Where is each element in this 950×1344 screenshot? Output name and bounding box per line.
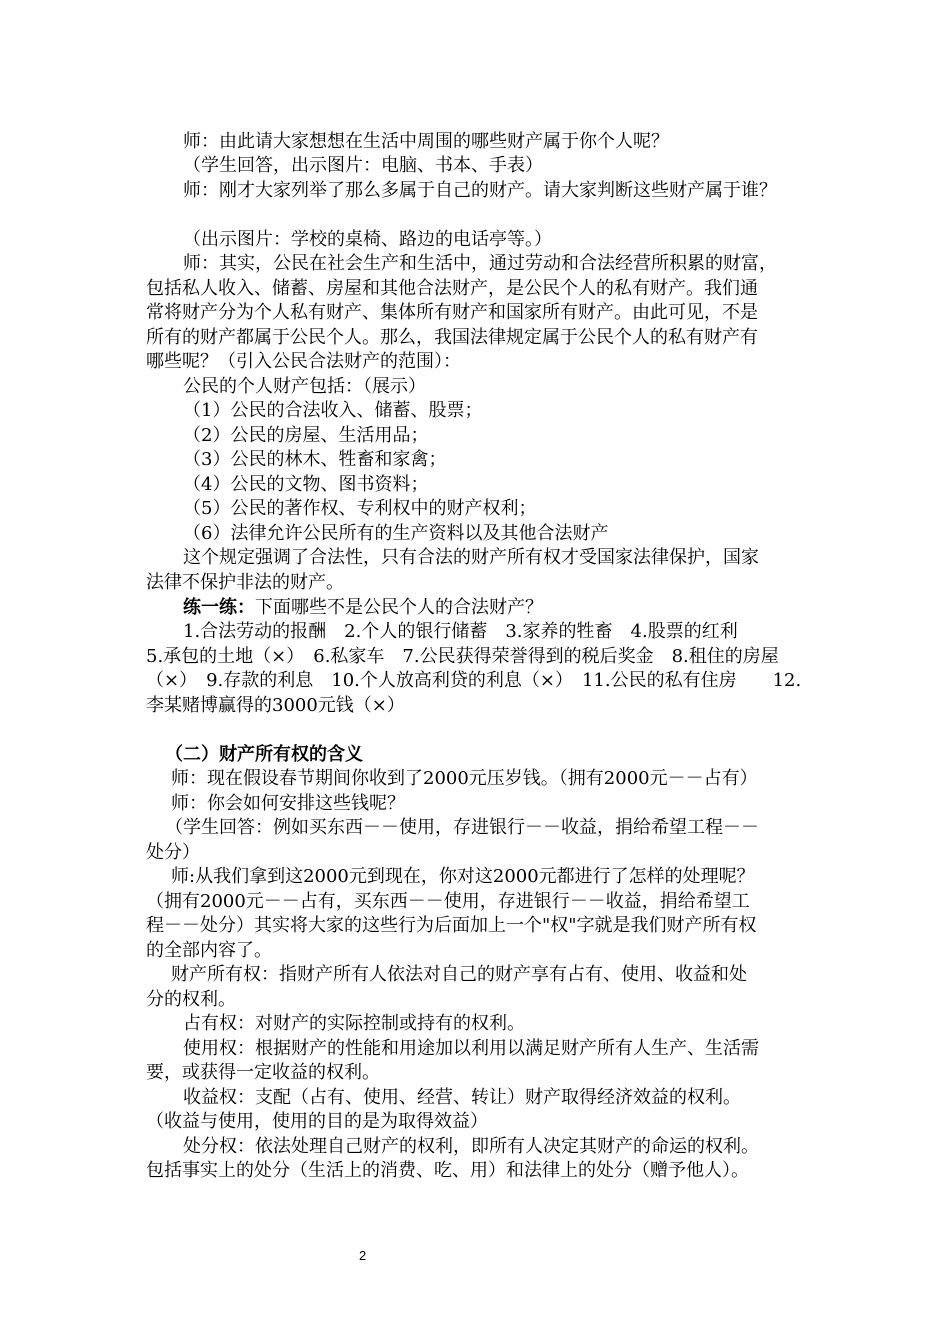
paragraph-line: 分的权利。 — [146, 989, 236, 1010]
list-item: （1）公民的合法收入、储蓄、股票； — [183, 400, 483, 421]
page-number: 2 — [359, 1248, 367, 1263]
paragraph-line: 师:从我们拿到这2000元到现在，你对这2000元都进行了怎样的处理呢？ — [171, 866, 755, 887]
list-item: （5）公民的著作权、专利权中的财产权利； — [183, 498, 537, 519]
paragraph-line: 处分权：依法处理自己财产的权利，即所有人决定其财产的命运的权利。 — [183, 1136, 759, 1157]
paragraph-line: （学生回答，出示图片：电脑、书本、手表） — [183, 155, 543, 176]
paragraph-line: 要，或获得一定收益的权利。 — [146, 1062, 380, 1083]
paragraph-line: 程－－处分）其实将大家的这些行为后面加上一个"权"字就是我们财产所有权 — [146, 915, 757, 936]
paragraph-line: （×） 9.存款的利息 10.个人放高利贷的利息（×） 11.公民的私有住房 12. — [146, 670, 802, 691]
exercise-label: 练一练： — [183, 597, 255, 618]
paragraph-line: （拥有2000元－－占有，买东西－－使用，存进银行－－收益，捐给希望工 — [146, 891, 750, 912]
paragraph-line: 占有权：对财产的实际控制或持有的权利。 — [183, 1013, 525, 1034]
list-item: （3）公民的林木、牲畜和家禽； — [183, 449, 447, 470]
paragraph-line: 师：你会如何安排这些钱呢？ — [171, 793, 405, 814]
paragraph-line: （学生回答：例如买东西－－使用，存进银行－－收益，捐给希望工程－－ — [165, 817, 759, 838]
paragraph-line: 使用权：根据财产的性能和用途加以利用以满足财产所有人生产、生活需 — [183, 1038, 759, 1059]
paragraph-line: 李某赌博赢得的3000元钱（×） — [146, 695, 405, 716]
paragraph-line: 师：由此请大家想想在生活中周围的哪些财产属于你个人呢？ — [183, 131, 669, 152]
paragraph-line: 师：刚才大家列举了那么多属于自己的财产。请大家判断这些财产属于谁？ — [183, 180, 777, 201]
paragraph-line: （出示图片：学校的桌椅、路边的电话亭等。） — [183, 229, 552, 250]
list-item: （6）法律允许公民所有的生产资料以及其他合法财产 — [183, 523, 609, 544]
section-heading: （二）财产所有权的含义 — [165, 744, 363, 765]
paragraph-line: 师：现在假设春节期间你收到了2000元压岁钱。（拥有2000元－－占有） — [171, 768, 758, 789]
paragraph-line: 1.合法劳动的报酬 2.个人的银行储蓄 3.家养的牲畜 4.股票的红利 — [183, 621, 738, 642]
paragraph-line: 收益权：支配（占有、使用、经营、转让）财产取得经济效益的权利。 — [183, 1087, 741, 1108]
paragraph-line: 常将财产分为个人私有财产、集体所有财产和国家所有财产。由此可见，不是 — [146, 302, 758, 323]
paragraph-line: 这个规定强调了合法性，只有合法的财产所有权才受国家法律保护，国家 — [183, 547, 759, 568]
paragraph-line: 的全部内容了。 — [146, 940, 272, 961]
paragraph-line: 公民的个人财产包括：（展示） — [183, 376, 426, 397]
list-item: （4）公民的文物、图书资料； — [183, 474, 429, 495]
paragraph-line: 包括私人收入、储蓄、房屋和其他合法财产，是公民个人的私有财产。我们通 — [146, 278, 758, 299]
paragraph-line: 包括事实上的处分（生活上的消费、吃、用）和法律上的处分（赠予他人）。 — [146, 1160, 749, 1181]
paragraph-line: 下面哪些不是公民个人的合法财产？ — [255, 597, 543, 618]
paragraph-line: 处分） — [146, 842, 200, 863]
paragraph-line: 所有的财产都属于公民个人。那么，我国法律规定属于公民个人的私有财产有 — [146, 327, 758, 348]
paragraph-line: 法律不保护非法的财产。 — [146, 572, 344, 593]
paragraph-line: 师：其实，公民在社会生产和生活中，通过劳动和合法经营所积累的财富， — [183, 253, 777, 274]
list-item: （2）公民的房屋、生活用品； — [183, 425, 429, 446]
paragraph-line: （收益与使用，使用的目的是为取得效益） — [146, 1111, 488, 1132]
paragraph-line: 5.承包的土地（×） 6.私家车 7.公民获得荣誉得到的税后奖金 8.租住的房屋 — [146, 646, 779, 667]
paragraph-line: 财产所有权：指财产所有人依法对自己的财产享有占有、使用、收益和处 — [171, 964, 747, 985]
paragraph-line: 哪些呢？（引入公民合法财产的范围）： — [146, 351, 461, 372]
